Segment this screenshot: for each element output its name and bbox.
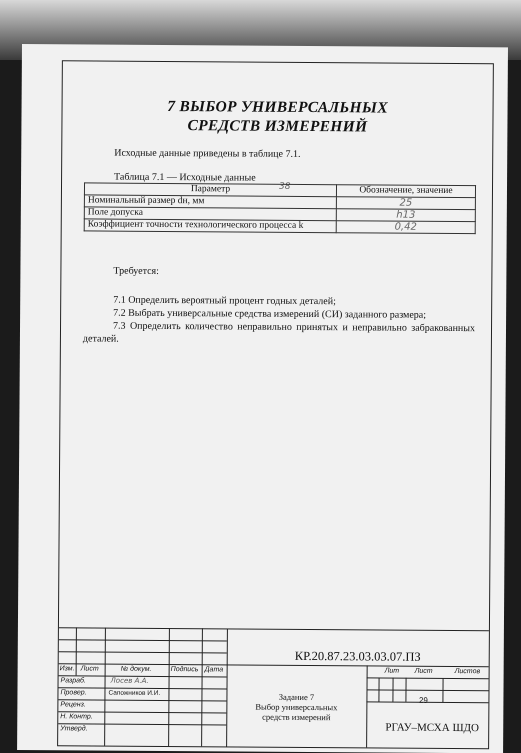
param-cell: Коэффициент точности технологического процесса k (84, 219, 336, 233)
paper-sheet (17, 44, 508, 753)
section-title-line1: 7 ВЫБОР УНИВЕРСАЛЬНЫХ (167, 98, 388, 117)
col-list-label: Лист (80, 665, 99, 673)
col-sign-label: Подпись (170, 666, 199, 674)
razrab-name: Лосев А.А. (110, 676, 149, 685)
value-cell: 25 (336, 197, 475, 210)
nkontr-label: Н. Контр. (60, 713, 93, 721)
section-title-line2: СРЕДСТВ ИЗМЕРЕНИЙ (187, 117, 368, 136)
organization-name: РГАУ–МСХА ШДО (385, 721, 480, 735)
col-izm-label: Изм. (59, 665, 75, 673)
col-date-label: Дата (204, 666, 224, 674)
recenz-label: Реценз. (60, 701, 86, 709)
razrab-label: Разраб. (60, 677, 86, 685)
list-label: Лист (414, 667, 433, 675)
prover-name: Сапожников И.И. (108, 689, 161, 697)
value-cell: 0,42 (336, 221, 475, 234)
document-code: КР.20.87.23.03.03.07.ПЗ (294, 648, 421, 664)
intro-text: Исходные данные приведены в таблице 7.1. (114, 147, 301, 160)
param-cell: Поле допуска (84, 207, 336, 221)
required-label: Требуется: (113, 265, 159, 277)
task-line: Задание 7 (278, 691, 315, 703)
lit-label: Лит (384, 667, 400, 675)
task-description (226, 691, 366, 722)
col-docnum-label: № докум. (120, 665, 152, 673)
prover-label: Провер. (60, 689, 87, 697)
listov-label: Листов (454, 668, 481, 676)
utverd-label: Утверд. (60, 725, 88, 733)
header-value: Обозначение, значение (336, 185, 475, 198)
task-line: Выбор универсальных (255, 701, 338, 713)
param-cell: Номинальный размер dн, мм (84, 195, 336, 209)
task-item: 7.1 Определить вероятный процент годных деталей; (113, 294, 336, 308)
task-line: средств измерений (262, 711, 331, 723)
task-item: 7.2 Выбрать универсальные средства измерений (СИ) заданного размера; (113, 307, 427, 321)
table-caption: Таблица 7.1 — Исходные данные (114, 171, 256, 184)
title-block (58, 627, 489, 748)
task-items (83, 293, 475, 348)
task-item: 7.3 Определить количество неправильно принятых и неправильно забракованных деталей. (82, 320, 476, 345)
sheet-number: 29 (418, 695, 428, 705)
variant-handwritten-tag: 38 (278, 181, 291, 192)
parameters-table (84, 182, 476, 234)
table-row (84, 219, 475, 234)
header-parameter: Параметр (84, 183, 336, 197)
value-cell: h13 (336, 209, 475, 222)
document-frame (57, 60, 494, 749)
